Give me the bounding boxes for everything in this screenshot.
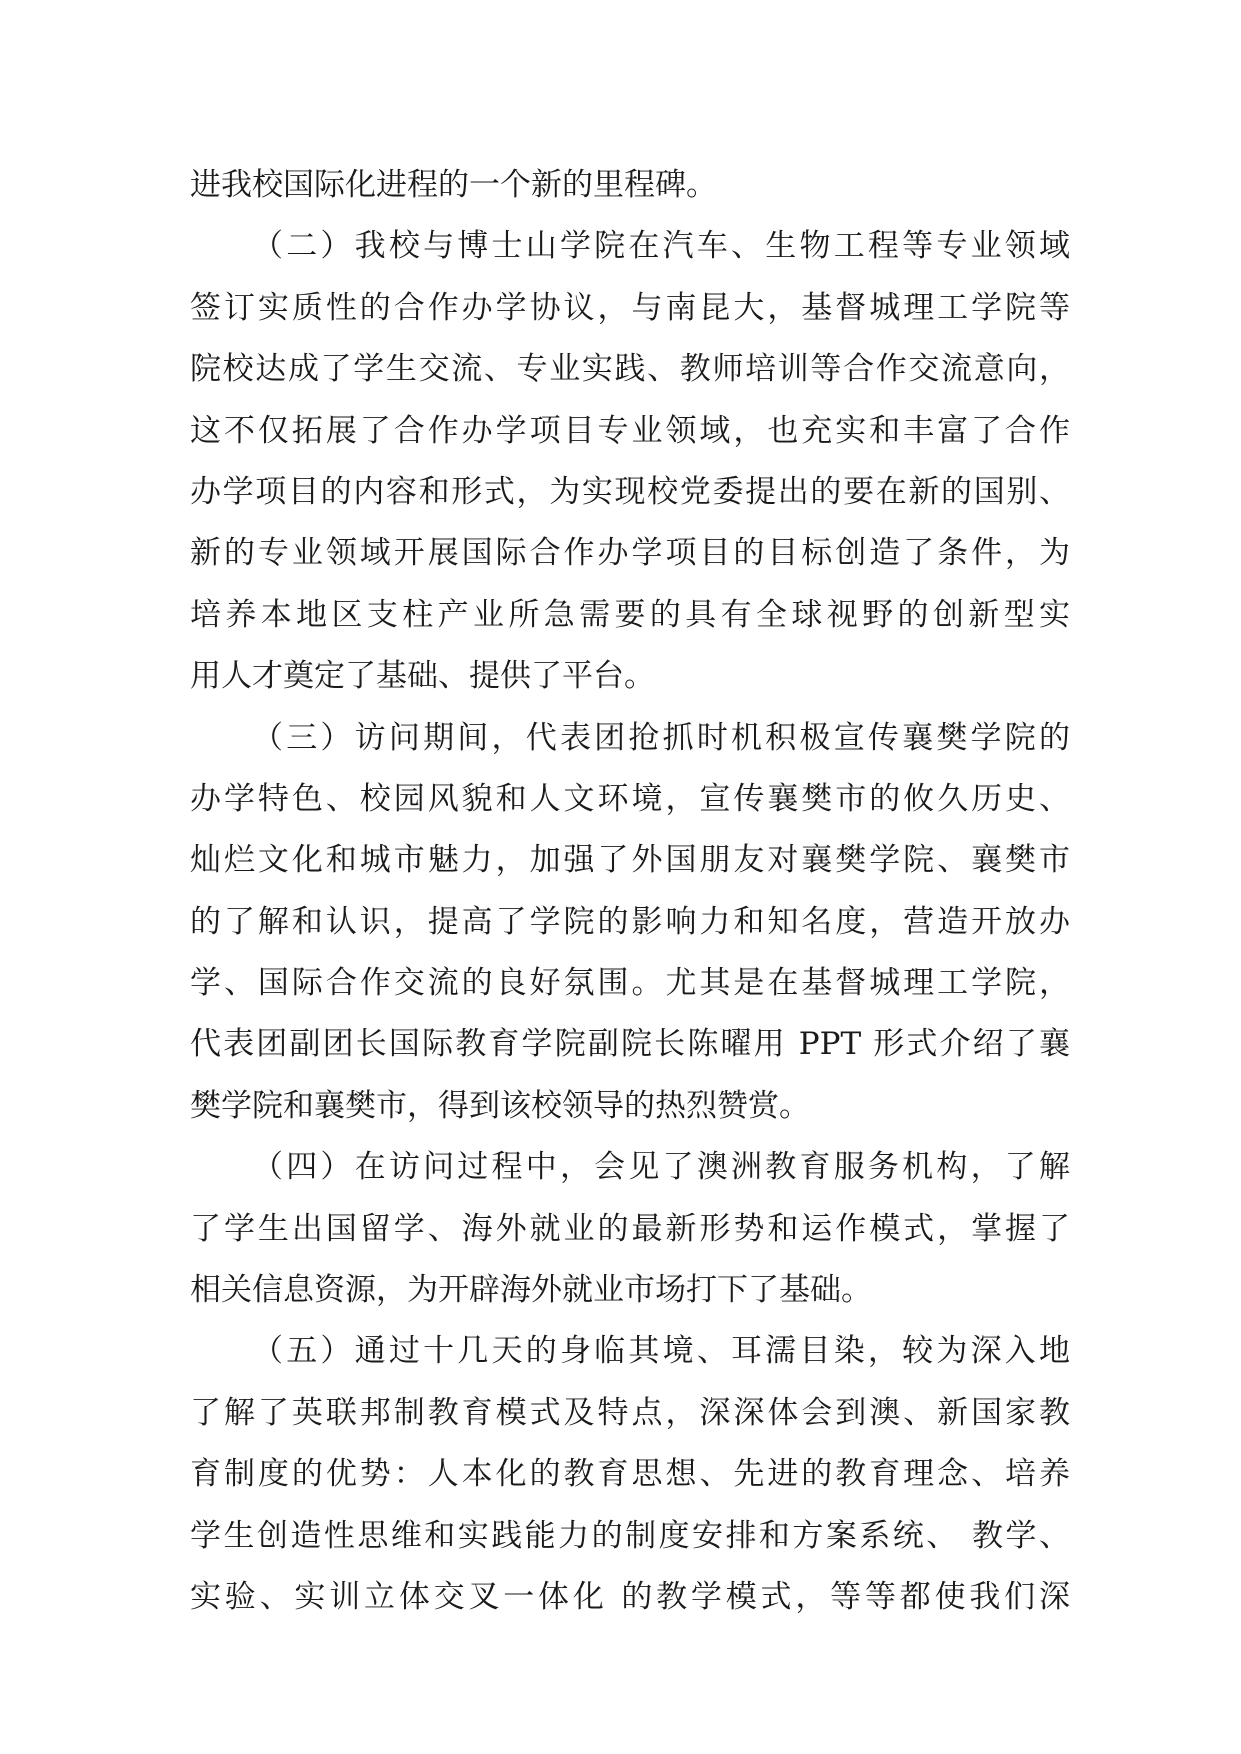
paragraph-line: 学、国际合作交流的良好氛围。尤其是在基督城理工学院，	[190, 965, 1070, 1002]
paragraph-line: 灿烂文化和城市魅力，加强了外国朋友对襄樊学院、襄樊市	[190, 842, 1070, 879]
paragraph-line: 的了解和认识，提高了学院的影响力和知名度，营造开放办	[190, 903, 1070, 940]
paragraph-line: 培养本地区支柱产业所急需要的具有全球视野的创新型实	[190, 596, 1070, 633]
paragraph-first-line: （二）我校与博士山学院在汽车、生物工程等专业领域	[252, 228, 1070, 265]
paragraph-first-line: （五）通过十几天的身临其境、耳濡目染，较为深入地	[252, 1333, 1070, 1370]
paragraph-line: 签订实质性的合作办学协议，与南昆大，基督城理工学院等	[190, 289, 1070, 326]
paragraph-line: 了解了英联邦制教育模式及特点，深深体会到澳、新国家教	[190, 1394, 1070, 1431]
paragraph-first-line: （三）访问期间，代表团抢抓时机积极宣传襄樊学院的	[252, 719, 1070, 756]
paragraph-line: 院校达成了学生交流、专业实践、教师培训等合作交流意向，	[190, 351, 1070, 388]
paragraph-line: 新的专业领域开展国际合作办学项目的目标创造了条件，为	[190, 535, 1070, 572]
paragraph-first-line: （四）在访问过程中，会见了澳洲教育服务机构，了解	[252, 1149, 1070, 1186]
paragraph-line: 办学项目的内容和形式，为实现校党委提出的要在新的国别、	[190, 473, 1070, 510]
paragraph-line: 这不仅拓展了合作办学项目专业领域，也充实和丰富了合作	[190, 412, 1070, 449]
paragraph-line: 樊学院和襄樊市，得到该校领导的热烈赞赏。	[190, 1087, 810, 1124]
paragraph-line: 育制度的优势：人本化的教育思想、先进的教育理念、培养	[190, 1456, 1070, 1493]
paragraph-line: 进我校国际化进程的一个新的里程碑。	[190, 167, 717, 203]
paragraph-line: 办学特色、校园风貌和人文环境，宣传襄樊市的攸久历史、	[190, 780, 1070, 817]
paragraph-line: 了学生出国留学、海外就业的最新形势和运作模式，掌握了	[190, 1210, 1070, 1247]
paragraph-line: 相关信息资源，为开辟海外就业市场打下了基础。	[190, 1272, 872, 1309]
paragraph-line: 实验、实训立体交叉一体化 的教学模式，等等都使我们深	[190, 1578, 1070, 1615]
paragraph-line: 代表团副团长国际教育学院副院长陈曜用 PPT 形式介绍了襄	[190, 1026, 1070, 1063]
paragraph-line: 学生创造性思维和实践能力的制度安排和方案系统、 教学、	[190, 1517, 1070, 1554]
paragraph-line: 用人才奠定了基础、提供了平台。	[190, 658, 655, 695]
document-body	[190, 155, 1070, 1628]
